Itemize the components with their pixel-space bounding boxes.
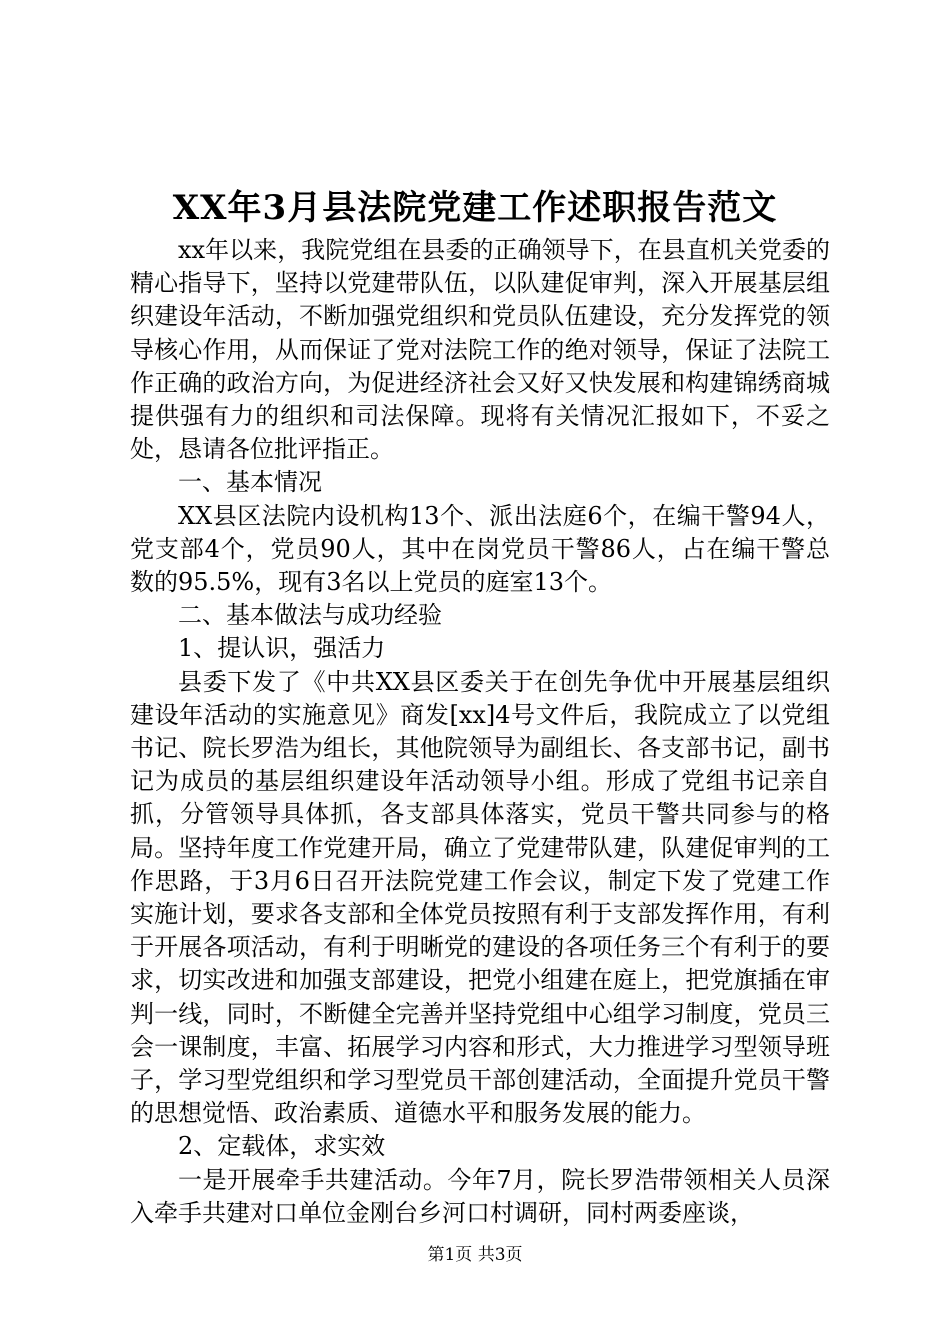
section-heading-practices: 二、基本做法与成功经验 — [178, 601, 442, 630]
section-heading-basic-situation: 一、基本情况 — [178, 468, 322, 497]
page-number-footer: 第1页 共3页 — [427, 1245, 523, 1265]
paragraph-basic-situation: XX县区法院内设机构13个、派出法庭6个，在编干警94人，党支部4个，党员90人，其中在岗党员干警86人，占在编干警总数的95.5%，现有3名以上党员的庭室13个。 — [130, 501, 830, 597]
paragraph-awareness: 县委下发了《中共XX县区委关于在创先争优中开展基层组织建设年活动的实施意见》商发[xx]4号文件后，我院成立了以党组书记、院长罗浩为组长，其他院领导为副组长、各支部书记，副书记为成员的基层组织建设年活动领导小组。形成了党组书记亲自抓，分管领导具体抓，各支部具体落实，党员干警共同参与的格局。坚持年度工作党建开局，确立了党建带队建，队建促审判的工作思路，于3月6日召开法院党建工作会议，制定下发了党建工作实施计划，要求各支部和全体党员按照有利于支部发挥作用，有利于开展各项活动，有利于明晰党的建设的各项任务三个有利于的要求，切实改进和加强支部建设，把党小组建在庭上，把党旗插在审判一线，同时，不断健全完善并坚持党组中心组学习制度，党员三会一课制度，丰富、拓展学习内容和形式，大力推进学习型领导班子，学习型党组织和学习型党员干部创建活动，全面提升党员干警的思想觉悟、政治素质、道德水平和服务发展的能力。 — [130, 667, 830, 1128]
paragraph-carrier: 一是开展牵手共建活动。今年7月，院长罗浩带领相关人员深入牵手共建对口单位金刚台乡河口村调研，同村两委座谈， — [130, 1165, 830, 1227]
subheading-carrier: 2、定载体，求实效 — [178, 1132, 386, 1161]
document-body — [130, 234, 830, 1230]
paragraph-intro: xx年以来，我院党组在县委的正确领导下，在县直机关党委的精心指导下，坚持以党建带队伍，以队建促审判，深入开展基层组织建设年活动，不断加强党组织和党员队伍建设，充分发挥党的领导核心作用，从而保证了党对法院工作的绝对领导，保证了法院工作正确的政治方向，为促进经济社会又好又快发展和构建锦绣商城提供强有力的组织和司法保障。现将有关情况汇报如下，不妥之处，恳请各位批评指正。 — [130, 236, 830, 464]
document-title: XX年3月县法院党建工作述职报告范文 — [172, 188, 778, 228]
subheading-awareness: 1、提认识，强活力 — [178, 634, 386, 663]
